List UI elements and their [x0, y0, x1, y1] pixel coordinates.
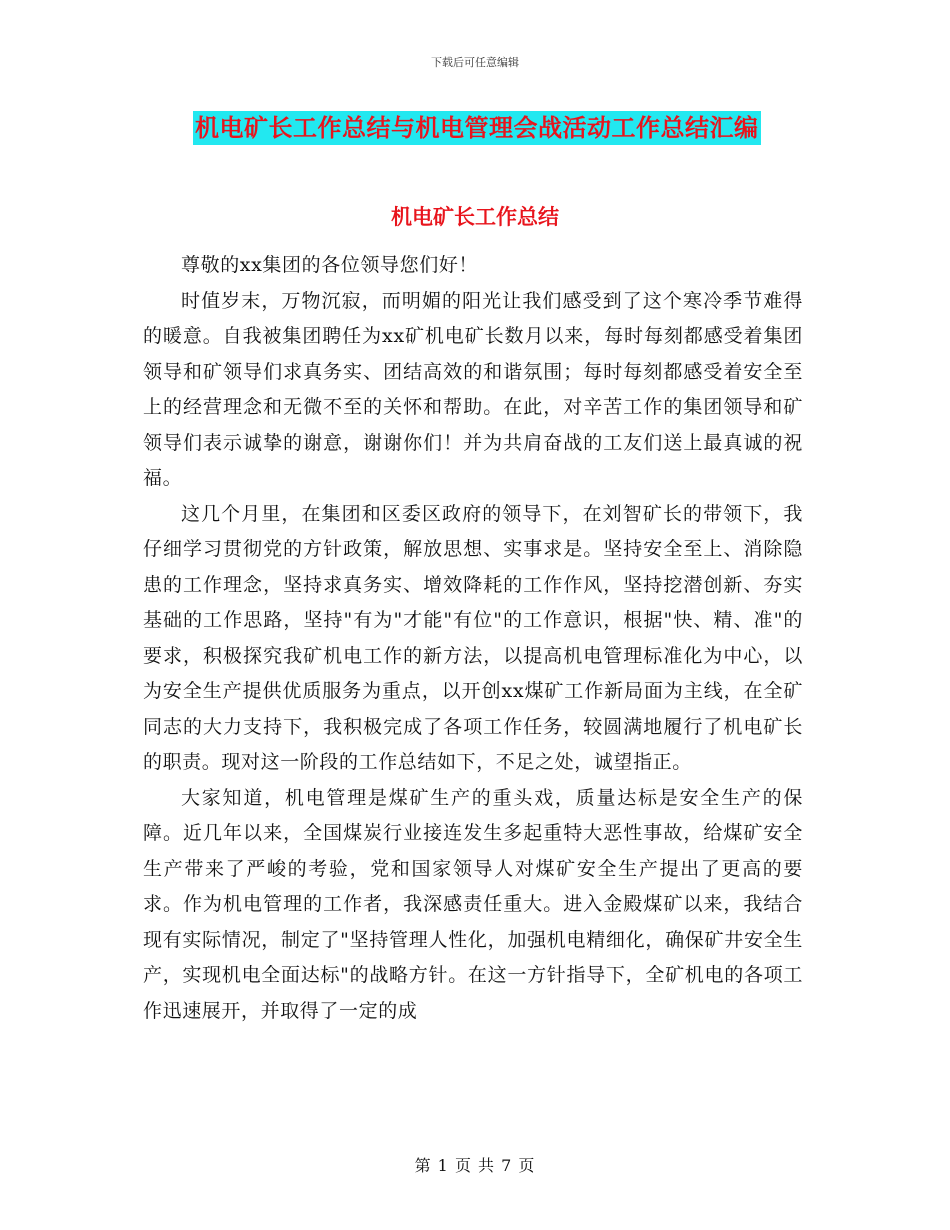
- document-title: 机电矿长工作总结与机电管理会战活动工作总结汇编: [193, 111, 761, 145]
- section-title: 机电矿长工作总结: [391, 204, 559, 229]
- paragraph: 大家知道，机电管理是煤矿生产的重头戏，质量达标是安全生产的保障。近几年以来，全国煤炭行业接连发生多起重特大恶性事故，给煤矿安全生产带来了严峻的考验，党和国家领导人对煤矿安全生产提出了更高的要求。作为机电管理的工作者，我深感责任重大。进入金殿煤矿以来，我结合现有实际情况，制定了"坚持管理人性化，加强机电精细化，确保矿井安全生产，实现机电全面达标"的战略方针。在这一方针指导下，全矿机电的各项工作迅速展开，并取得了一定的成: [143, 786, 803, 1022]
- document-body: [143, 248, 803, 1029]
- page-number-footer: 第 1 页 共 7 页: [414, 1156, 536, 1175]
- paragraph-greeting: 尊敬的xx集团的各位领导您们好！: [181, 254, 479, 276]
- header-note: 下载后可任意编辑: [431, 56, 519, 69]
- paragraph: 时值岁末，万物沉寂，而明媚的阳光让我们感受到了这个寒冷季节难得的暖意。自我被集团聘任为xx矿机电矿长数月以来，每时每刻都感受着集团领导和矿领导们求真务实、团结高效的和谐氛围；每时每刻都感受着安全至上的经营理念和无微不至的关怀和帮助。在此，对辛苦工作的集团领导和矿领导们表示诚挚的谢意，谢谢你们！并为共肩奋战的工友们送上最真诚的祝福。: [143, 289, 803, 489]
- paragraph: 这几个月里，在集团和区委区政府的领导下，在刘智矿长的带领下，我仔细学习贯彻党的方针政策，解放思想、实事求是。坚持安全至上、消除隐患的工作理念，坚持求真务实、增效降耗的工作作风，坚持挖潜创新、夯实基础的工作思路，坚持"有为"才能"有位"的工作意识，根据"快、精、准"的要求，积极探究我矿机电工作的新方法，以提高机电管理标准化为中心，以为安全生产提供优质服务为重点，以开创xx煤矿工作新局面为主线，在全矿同志的大力支持下，我积极完成了各项工作任务，较圆满地履行了机电矿长的职责。现对这一阶段的工作总结如下，不足之处，诚望指正。: [143, 502, 803, 773]
